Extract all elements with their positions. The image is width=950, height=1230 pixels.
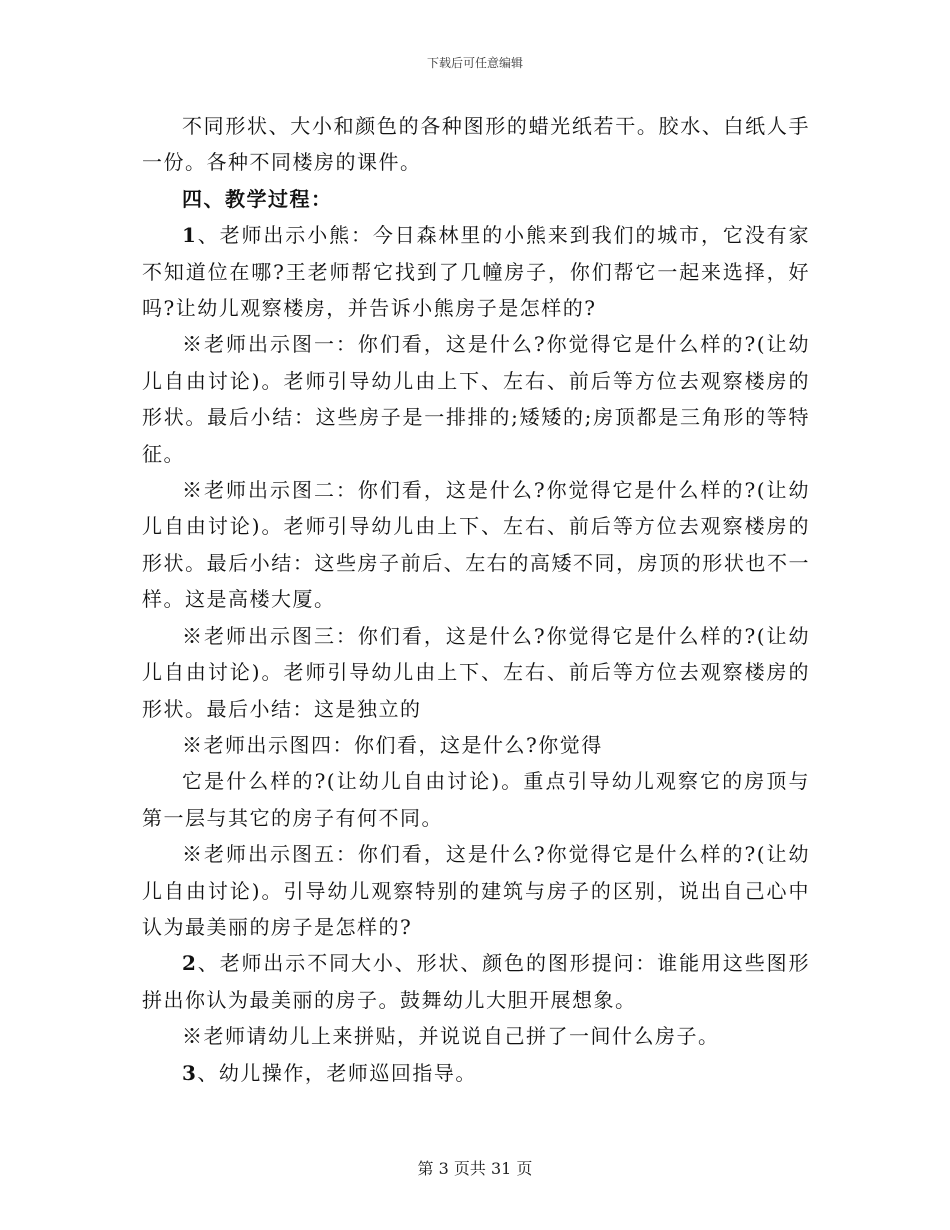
paragraph-picture-5: ※老师出示图五：你们看，这是什么?你觉得它是什么样的?(让幼儿自由讨论)。引导幼儿观察特别的建筑与房子的区别，说出自己心中认为最美丽的房子是怎样的?: [142, 842, 810, 939]
step-text: 、老师出示不同大小、形状、颜色的图形提问：谁能用这些图形拼出你认为最美丽的房子。鼓舞幼儿大胆开展想象。: [142, 951, 810, 1012]
paragraph-picture-1: ※老师出示图一：你们看，这是什么?你觉得它是什么样的?(让幼儿自由讨论)。老师引导幼儿由上下、左右、前后等方位去观察楼房的形状。最后小结：这些房子是一排排的;矮矮的;房顶都是三角形的等特征。: [142, 332, 810, 466]
document-body: [142, 108, 810, 1091]
paragraph-materials: 不同形状、大小和颜色的各种图形的蜡光纸若干。胶水、白纸人手一份。各种不同楼房的课件。: [142, 114, 810, 175]
step-number: 1: [182, 223, 198, 248]
paragraph-step-3: [142, 1055, 810, 1091]
paragraph-collage: ※老师请幼儿上来拼贴，并说说自己拼了一间什么房子。: [182, 1024, 720, 1049]
step-text: 、幼儿操作，老师巡回指导。: [197, 1060, 477, 1085]
paragraph-picture-4: ※老师出示图四：你们看，这是什么?你觉得: [182, 732, 603, 757]
page-footer: 第 3 页共 31 页: [417, 1159, 533, 1178]
step-number: 2: [182, 951, 198, 976]
step-number: 3: [182, 1060, 198, 1085]
step-text: 、老师出示小熊：今日森林里的小熊来到我们的城市，它没有家不知道位在哪?王老师帮它找到了几幢房子，你们帮它一起来选择，好吗?让幼儿观察楼房，并告诉小熊房子是怎样的?: [142, 223, 810, 321]
paragraph-picture-2: ※老师出示图二：你们看，这是什么?你觉得它是什么样的?(让幼儿自由讨论)。老师引导幼儿由上下、左右、前后等方位去观察楼房的形状。最后小结：这些房子前后、左右的高矮不同，房顶的形状也不一样。这是高楼大厦。: [142, 478, 810, 612]
paragraph-picture-4-continued: 它是什么样的?(让幼儿自由讨论)。重点引导幼儿观察它的房顶与第一层与其它的房子有何不同。: [142, 769, 810, 830]
section-heading-teaching-process: 四、教学过程：: [182, 186, 333, 211]
paragraph-step-2: [142, 945, 810, 1018]
paragraph-picture-3: ※老师出示图三：你们看，这是什么?你觉得它是什么样的?(让幼儿自由讨论)。老师引导幼儿由上下、左右、前后等方位去观察楼房的形状。最后小结：这是独立的: [142, 623, 810, 721]
page-header: 下载后可任意编辑: [426, 56, 523, 70]
paragraph-step-1: [142, 217, 810, 326]
